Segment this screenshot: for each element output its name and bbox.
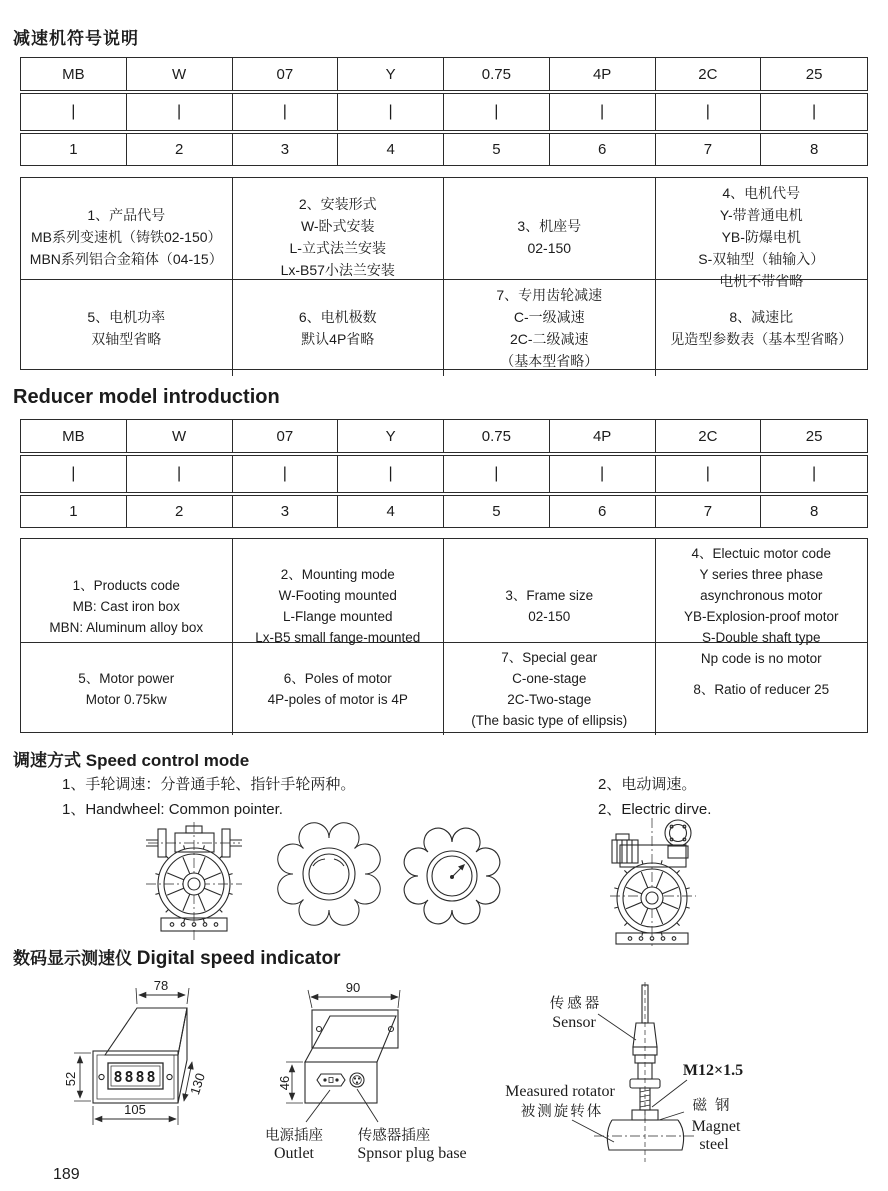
code-row-pipes xyxy=(20,455,868,493)
cell-line: L-立式法兰安装 xyxy=(289,240,386,256)
code-cell: 8 xyxy=(809,503,819,520)
cell-line: 3、Frame size xyxy=(505,588,594,603)
code-table-en xyxy=(20,419,868,528)
cell-line: W-Footing mounted xyxy=(278,588,397,603)
code-row-codes xyxy=(20,57,868,91)
cell-line: 02-150 xyxy=(527,240,572,256)
exp-cell-en-5 xyxy=(21,643,233,735)
indicator-front-drawing xyxy=(63,978,208,1125)
dim-panel-width: 105 xyxy=(124,1102,146,1117)
pointer-handwheel-drawing xyxy=(404,828,500,924)
cell-line: MBN: Aluminum alloy box xyxy=(49,619,204,635)
cell-line: W-卧式安装 xyxy=(300,218,375,234)
outlet-label-en: Outlet xyxy=(274,1145,314,1162)
section-title-intro-en: Reducer model introduction xyxy=(13,386,280,408)
sensor-label-en: Sensor xyxy=(552,1014,596,1031)
code-cell: 2 xyxy=(127,496,233,527)
code-cell: | xyxy=(233,456,339,492)
code-row-pipes xyxy=(20,93,868,131)
code-cell: 3 xyxy=(233,496,339,527)
code-row-positions xyxy=(20,495,868,528)
exp-cell-cn-3 xyxy=(444,178,656,296)
code-cell: | xyxy=(812,465,817,482)
code-cell: | xyxy=(812,103,817,120)
sensor-plug-label-en: Spnsor plug base xyxy=(357,1145,467,1162)
cell-line: Lx-B5 small fange-mounted xyxy=(255,630,421,645)
explanation-table-cn xyxy=(20,177,868,370)
magnet-label-en1: Magnet xyxy=(691,1118,741,1135)
cell-line: 7、专用齿轮减速 xyxy=(496,287,603,303)
cell-line: asynchronous motor xyxy=(700,588,823,603)
cell-line: （基本型省略） xyxy=(500,353,599,369)
code-cell: 6 xyxy=(550,496,656,527)
cell-line: 4、Electuic motor code xyxy=(691,546,832,561)
code-cell: | xyxy=(550,94,656,130)
cell-line: 6、Poles of motor xyxy=(283,671,392,686)
code-cell: 2C xyxy=(656,420,762,452)
code-cell: | xyxy=(127,94,233,130)
cell-line: S-双轴型（轴输入） xyxy=(698,251,825,267)
section-title-symbol-cn: 减速机符号说明 xyxy=(13,29,139,48)
indicator-drawings xyxy=(0,975,888,1175)
code-cell: | xyxy=(338,456,444,492)
indicator-title-cn: 数码显示测速仪 xyxy=(13,949,132,968)
code-cell: 3 xyxy=(233,134,339,165)
electric-drive-reducer-drawing xyxy=(610,818,696,946)
seven-segment-display: 8888 xyxy=(113,1068,158,1086)
exp-cell-cn-6 xyxy=(233,280,445,376)
explanation-table-en xyxy=(20,538,868,733)
exp-cell-en-6 xyxy=(233,643,445,735)
plain-handwheel-drawing xyxy=(278,823,380,925)
magnet-label-en2: steel xyxy=(699,1136,729,1153)
code-table-cn xyxy=(20,57,868,166)
dim-box2-width: 90 xyxy=(345,980,361,995)
exp-cell-cn-8 xyxy=(656,280,868,376)
cell-line: C-一级减速 xyxy=(513,309,585,325)
code-cell: MB xyxy=(21,58,127,90)
speed-item1-en: 1、Handwheel: Common pointer. xyxy=(62,801,283,818)
indicator-rear-drawing xyxy=(265,980,467,1162)
cell-line: 电机不带省略 xyxy=(719,273,804,289)
code-cell: | xyxy=(127,456,233,492)
code-cell: 4P xyxy=(550,420,656,452)
code-cell: | xyxy=(444,456,550,492)
code-cell: 2 xyxy=(127,134,233,165)
handwheel-reducer-drawing xyxy=(146,822,242,940)
speed-title-cn: 调速方式 xyxy=(13,751,81,770)
cell-line: Lx-B57小法兰安装 xyxy=(280,262,395,278)
sensor-assembly-drawing xyxy=(505,982,743,1162)
code-cell: Y xyxy=(338,58,444,90)
code-cell: MB xyxy=(21,420,127,452)
speed-control-drawings xyxy=(0,815,888,950)
indicator-title-en: Digital speed indicator xyxy=(136,948,341,969)
section-title-indicator xyxy=(13,944,341,970)
cell-line: 8、Ratio of reducer 25 xyxy=(693,681,830,697)
exp-cell-cn-7 xyxy=(444,280,656,376)
cell-line: MBN系列铝合金箱体（04-15） xyxy=(29,251,223,267)
magnet-label-cn: 磁 钢 xyxy=(692,1098,732,1114)
code-row-positions xyxy=(20,133,868,166)
exp-cell-en-8 xyxy=(656,643,868,735)
cell-line: Y-带普通电机 xyxy=(719,207,803,223)
cell-line: Y series three phase xyxy=(699,567,824,582)
cell-line: 2、安装形式 xyxy=(298,196,377,212)
code-cell: 4P xyxy=(550,58,656,90)
cell-line: Motor 0.75kw xyxy=(85,692,167,707)
cell-line: 6、电机极数 xyxy=(298,309,377,325)
cell-line: YB-防爆电机 xyxy=(721,229,801,245)
cell-line: L-Flange mounted xyxy=(282,609,393,624)
speed-item2-en: 2、Electric dirve. xyxy=(598,801,712,818)
sensor-plug-label-cn: 传感器插座 xyxy=(357,1128,431,1144)
code-cell: W xyxy=(127,420,233,452)
cell-line: 见造型参数表（基本型省略） xyxy=(670,331,853,347)
code-cell: 07 xyxy=(233,58,339,90)
exp-cell-cn-2 xyxy=(233,178,445,296)
cell-line: S-Double shaft type xyxy=(701,630,821,645)
sensor-label-cn: 传感器 xyxy=(549,996,603,1012)
code-cell: W xyxy=(127,58,233,90)
code-cell: 7 xyxy=(656,134,762,165)
cell-line: 4P-poles of motor is 4P xyxy=(267,692,408,707)
code-cell: | xyxy=(338,94,444,130)
code-cell: | xyxy=(21,94,127,130)
outlet-label-cn: 电源插座 xyxy=(265,1128,323,1144)
cell-line: 3、机座号 xyxy=(517,218,582,234)
exp-cell-en-7 xyxy=(444,643,656,735)
dim-depth: 130 xyxy=(187,1071,209,1097)
code-cell: 5 xyxy=(444,496,550,527)
exp-cell-cn-5 xyxy=(21,280,233,376)
cell-line: 1、Products code xyxy=(72,577,180,593)
cell-line: 2、Mounting mode xyxy=(280,567,395,582)
code-cell: 2C xyxy=(656,58,762,90)
code-cell: Y xyxy=(338,420,444,452)
cell-line: 1、产品代号 xyxy=(87,207,166,223)
code-cell: 8 xyxy=(809,141,819,158)
dim-box2-height: 46 xyxy=(277,1075,292,1091)
cell-line: YB-Explosion-proof motor xyxy=(683,609,839,624)
code-cell: 0.75 xyxy=(444,420,550,452)
cell-line: (The basic type of ellipsis) xyxy=(471,713,628,728)
cell-line: 02-150 xyxy=(528,609,571,624)
exp-cell-cn-4 xyxy=(656,178,868,296)
code-cell: | xyxy=(21,456,127,492)
cell-line: Np code is no motor xyxy=(700,651,822,666)
dim-front-height: 52 xyxy=(63,1071,78,1087)
code-cell: 07 xyxy=(233,420,339,452)
cell-line: 8、减速比 xyxy=(729,309,794,325)
cell-line: MB系列变速机（铸铁02-150） xyxy=(30,229,222,245)
thread-size-label: M12×1.5 xyxy=(682,1062,744,1079)
code-row-codes xyxy=(20,419,868,453)
cell-line: 4、电机代号 xyxy=(722,185,801,201)
code-cell: 1 xyxy=(21,134,127,165)
cell-line: 5、电机功率 xyxy=(87,309,166,325)
cell-line: MB: Cast iron box xyxy=(72,598,180,614)
cell-line: 2C-二级减速 xyxy=(509,331,589,347)
code-cell: 4 xyxy=(338,134,444,165)
section-title-speed xyxy=(13,746,249,771)
rotator-label-en: Measured rotator xyxy=(505,1083,615,1100)
cell-line: 默认4P省略 xyxy=(301,331,375,347)
code-cell: 7 xyxy=(656,496,762,527)
rotator-label-cn: 被测旋转体 xyxy=(520,1104,604,1120)
speed-item2-cn: 2、电动调速。 xyxy=(598,776,697,793)
cell-line: 双轴型省略 xyxy=(91,331,162,347)
code-cell: 4 xyxy=(338,496,444,527)
code-cell: | xyxy=(656,94,762,130)
cell-line: 2C-Two-stage xyxy=(507,692,592,707)
exp-cell-cn-1 xyxy=(21,178,233,296)
cell-line: 7、Special gear xyxy=(501,650,598,665)
code-cell: 25 xyxy=(805,65,823,83)
dim-front-width: 78 xyxy=(153,978,169,993)
code-cell: 6 xyxy=(550,134,656,165)
speed-title-en: Speed control mode xyxy=(85,751,250,770)
code-cell: | xyxy=(233,94,339,130)
cell-line: C-one-stage xyxy=(512,671,587,686)
code-cell: 5 xyxy=(444,134,550,165)
code-cell: 0.75 xyxy=(444,58,550,90)
code-cell: 25 xyxy=(805,427,823,445)
cell-line: 5、Motor power xyxy=(78,671,175,686)
page-number: 189 xyxy=(53,1166,80,1183)
code-cell: | xyxy=(550,456,656,492)
code-cell: 1 xyxy=(21,496,127,527)
speed-item1-cn: 1、手轮调速：分普通手轮、指针手轮两种。 xyxy=(62,776,356,793)
code-cell: | xyxy=(656,456,762,492)
code-cell: | xyxy=(444,94,550,130)
